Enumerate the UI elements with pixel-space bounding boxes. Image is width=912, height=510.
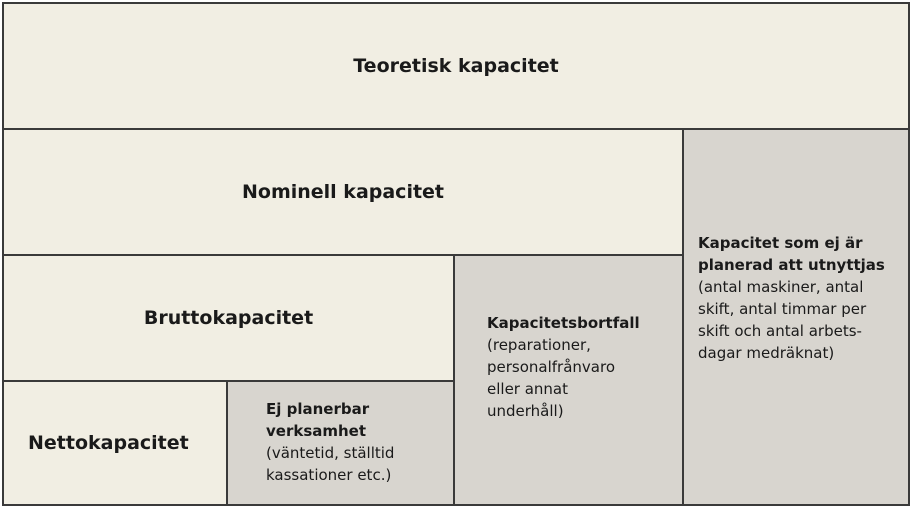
teoretisk-kapacitet-label: Teoretisk kapacitet <box>353 55 559 77</box>
kapacitetsbortfall-detail-1: (reparationer, <box>487 336 591 354</box>
nettokapacitet-label: Nettokapacitet <box>28 432 189 454</box>
ej-planerbar-title-2: verksamhet <box>266 422 367 440</box>
bruttokapacitet-box <box>2 254 455 382</box>
ej-planerad-title-2: planerad att utnyttjas <box>698 256 885 274</box>
ej-planerbar-verksamhet-box <box>226 380 455 506</box>
ej-planerad-detail-4: dagar medräknat) <box>698 344 835 362</box>
ej-planerad-detail-2: skift, antal timmar per <box>698 300 867 318</box>
ej-planerad-detail-1: (antal maskiner, antal <box>698 278 864 296</box>
bruttokapacitet-label: Bruttokapacitet <box>143 307 314 329</box>
kapacitetsbortfall-box <box>453 254 684 506</box>
nettokapacitet-box <box>2 380 228 506</box>
kapacitetsbortfall-detail-4: underhåll) <box>487 402 564 420</box>
teoretisk-kapacitet-box <box>2 2 910 130</box>
ej-planerbar-detail-1: (väntetid, ställtid <box>266 444 395 462</box>
kapacitetsbortfall-detail-3: eller annat <box>487 380 569 398</box>
ej-planerad-detail-3: skift och antal arbets- <box>698 322 862 340</box>
ej-planerad-title-1: Kapacitet som ej är <box>698 234 863 252</box>
ej-planerbar-detail-2: kassationer etc.) <box>266 466 392 484</box>
kapacitetsbortfall-title: Kapacitetsbortfall <box>487 314 640 332</box>
ej-planerad-kapacitet-box <box>682 128 910 506</box>
nominell-kapacitet-label: Nominell kapacitet <box>241 181 445 203</box>
kapacitetsbortfall-detail-2: personalfrånvaro <box>487 358 616 376</box>
nominell-kapacitet-box <box>2 128 684 256</box>
ej-planerbar-title-1: Ej planerbar <box>266 400 370 418</box>
